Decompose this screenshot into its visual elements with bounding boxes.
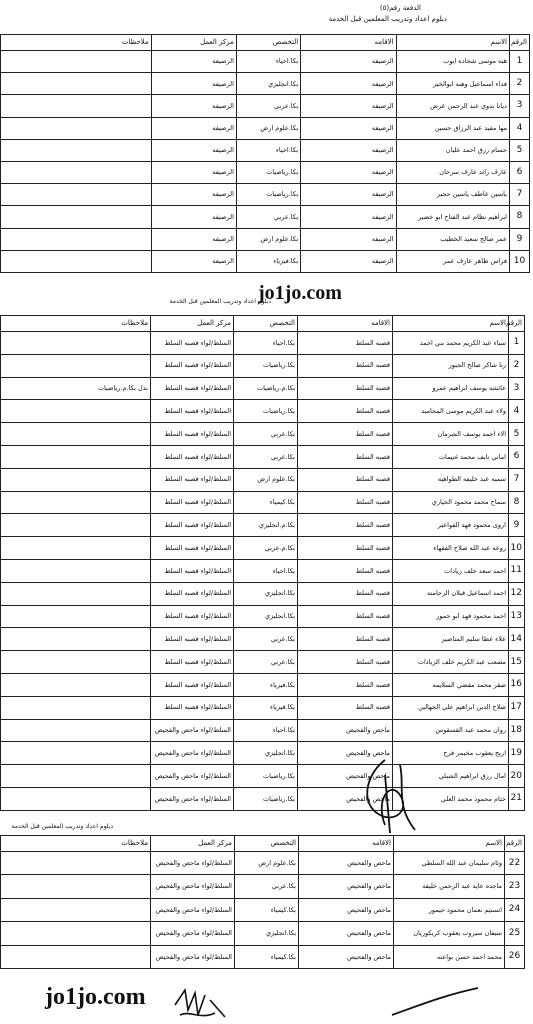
residence-cell: الرصيفه xyxy=(301,161,396,183)
row-number: 5 xyxy=(509,423,525,446)
trainee-name: رنا شاكر صالح الجبور xyxy=(393,354,509,377)
residence-cell: قصبه السلط xyxy=(298,514,393,537)
notes-cell xyxy=(1,491,151,514)
notes-cell xyxy=(1,787,151,810)
notes-cell xyxy=(1,206,152,228)
trainee-name: ديانا بدوي عبد الرحمن عرض xyxy=(396,95,509,117)
residence-cell: قصبه السلط xyxy=(298,651,393,674)
diploma-title-3: دبلوم اعداد وتدريب المعلمين قبل الخدمة xyxy=(11,823,113,830)
workplace-cell: السلط/لواء قصبه السلط xyxy=(151,605,234,628)
trainee-name: هبه موسى شحاده ايوب xyxy=(396,51,509,73)
specialty-cell: بكا.كيمياء xyxy=(235,945,299,968)
table-row xyxy=(1,445,525,468)
trainee-name: مصعب عبد الكريم خلف الزيادات xyxy=(393,651,509,674)
row-number: 14 xyxy=(509,628,525,651)
trainee-name: سيفان سيروب يعقوب كريكوريان xyxy=(394,922,505,945)
trainee-name: احمد محمود فهد ابو حمور xyxy=(393,605,509,628)
col-header-notes: ملاحظات xyxy=(1,316,151,332)
trainee-name: صقر محمد مفضي السلايمه xyxy=(393,673,509,696)
row-number: 6 xyxy=(509,161,529,183)
residence-cell: الرصيفه xyxy=(301,228,396,250)
workplace-cell: السلط/لواء قصبه السلط xyxy=(151,651,234,674)
workplace-cell: الرصيفه xyxy=(151,117,236,139)
residence-cell: قصبه السلط xyxy=(298,354,393,377)
table-row xyxy=(1,161,530,183)
table-row xyxy=(1,605,525,628)
row-number: 4 xyxy=(509,117,529,139)
notes-cell xyxy=(1,73,152,95)
col-header-num: الرقم xyxy=(505,836,525,852)
workplace-cell: السلط/لواء ماحص والفحيص xyxy=(151,945,235,968)
row-number: 8 xyxy=(509,491,525,514)
notes-cell xyxy=(1,559,151,582)
trainee-name: عائشه يوسف ابراهيم عمرو xyxy=(393,377,509,400)
table-section-2 xyxy=(0,315,525,811)
workplace-cell: السلط/لواء قصبه السلط xyxy=(151,696,234,719)
residence-cell: ماحص والفحيص xyxy=(299,945,394,968)
col-header-name: الاسم xyxy=(393,316,509,332)
residence-cell: الرصيفه xyxy=(301,117,396,139)
table-row xyxy=(1,945,525,968)
row-number: 8 xyxy=(509,206,529,228)
row-number: 21 xyxy=(509,787,525,810)
notes-cell xyxy=(1,605,151,628)
table-row xyxy=(1,139,530,161)
workplace-cell: الرصيفه xyxy=(151,161,236,183)
specialty-cell: بكا.فيزياء xyxy=(236,250,300,272)
trainee-name: ولاء عبد الكريم موسى المحاميد xyxy=(393,400,509,423)
table-row xyxy=(1,491,525,514)
table-row xyxy=(1,117,530,139)
trainee-name: وئام سليمان عبد الله السلطي xyxy=(394,852,505,875)
residence-cell: قصبه السلط xyxy=(298,696,393,719)
row-number: 3 xyxy=(509,377,525,400)
residence-cell: قصبه السلط xyxy=(298,628,393,651)
notes-cell xyxy=(1,628,151,651)
col-header-specialty: التخصص xyxy=(234,316,298,332)
workplace-cell: السلط/لواء قصبه السلط xyxy=(151,332,234,355)
table-row xyxy=(1,423,525,446)
specialty-cell: بكا.انجليزي xyxy=(235,922,299,945)
notes-cell xyxy=(1,332,151,355)
workplace-cell: الرصيفه xyxy=(151,51,236,73)
workplace-cell: السلط/لواء ماحص والفحيص xyxy=(151,898,235,921)
specialty-cell: بكا.احياء xyxy=(234,719,298,742)
row-number: 23 xyxy=(505,875,525,898)
residence-cell: قصبه السلط xyxy=(298,491,393,514)
workplace-cell: السلط/لواء ماحص والفحيص xyxy=(151,875,235,898)
table-row xyxy=(1,651,525,674)
row-number: 24 xyxy=(505,898,525,921)
trainee-name: سماح محمد محمود الحياري xyxy=(393,491,509,514)
trainee-name: سناء عبد الكريم محمد بني احمد xyxy=(393,332,509,355)
table-row xyxy=(1,228,530,250)
row-number: 18 xyxy=(509,719,525,742)
col-header-specialty: التخصص xyxy=(235,836,299,852)
residence-cell: الرصيفه xyxy=(301,95,396,117)
workplace-cell: السلط/لواء قصبه السلط xyxy=(151,673,234,696)
row-number: 9 xyxy=(509,514,525,537)
workplace-cell: السلط/لواء قصبه السلط xyxy=(151,559,234,582)
notes-cell xyxy=(1,898,151,921)
row-number: 5 xyxy=(509,139,529,161)
handwritten-initials-icon xyxy=(170,985,230,1023)
col-header-notes: ملاحظات xyxy=(1,35,152,51)
table-section-1 xyxy=(0,34,530,273)
row-number: 4 xyxy=(509,400,525,423)
notes-cell xyxy=(1,922,151,945)
specialty-cell: بكا.رياضيات xyxy=(234,354,298,377)
row-number: 1 xyxy=(509,332,525,355)
table-row xyxy=(1,400,525,423)
residence-cell: قصبه السلط xyxy=(298,332,393,355)
workplace-cell: السلط/لواء ماحص والفحيص xyxy=(151,852,235,875)
workplace-cell: السلط/لواء قصبه السلط xyxy=(151,445,234,468)
row-number: 19 xyxy=(509,742,525,765)
handwritten-signature-icon xyxy=(355,755,425,835)
table-row xyxy=(1,922,525,945)
notes-cell xyxy=(1,445,151,468)
residence-cell: ماحص والفحيص xyxy=(299,852,394,875)
workplace-cell: الرصيفه xyxy=(151,73,236,95)
row-number: 26 xyxy=(505,945,525,968)
trainee-name: محمد احمد حسن بواعنه xyxy=(394,945,505,968)
table-row xyxy=(1,73,530,95)
table-row xyxy=(1,673,525,696)
workplace-cell: السلط/لواء قصبه السلط xyxy=(151,491,234,514)
specialty-cell: بكا.احياء xyxy=(236,51,300,73)
notes-cell: بدل بكا.م.رياضيات xyxy=(1,377,151,400)
table-row xyxy=(1,852,525,875)
specialty-cell: بكا.عربي xyxy=(235,875,299,898)
notes-cell xyxy=(1,875,151,898)
specialty-cell: بكا.م.رياضيات xyxy=(234,377,298,400)
specialty-cell: بكا.انجليزي xyxy=(234,605,298,628)
workplace-cell: الرصيفه xyxy=(151,184,236,206)
specialty-cell: بكا.فيزياء xyxy=(234,696,298,719)
trainee-name: ياسين عاطف ياسين حجير xyxy=(396,184,509,206)
residence-cell: ماحص والفحيص xyxy=(299,875,394,898)
trainee-name: عارف رائد عارف سرحان xyxy=(396,161,509,183)
residence-cell: الرصيفه xyxy=(301,51,396,73)
trainee-name: ختام محمود محمد العلي xyxy=(393,787,509,810)
col-header-residence: الاقامه xyxy=(299,836,394,852)
row-number: 13 xyxy=(509,605,525,628)
workplace-cell: الرصيفه xyxy=(151,139,236,161)
trainee-name: روان محمد عبد القسقوس xyxy=(393,719,509,742)
trainee-name: عمر صالح سعيد الخطيب xyxy=(396,228,509,250)
notes-cell xyxy=(1,582,151,605)
specialty-cell: بكا.احياء xyxy=(234,332,298,355)
trainee-name: اريج يعقوب مخيمر فرح xyxy=(393,742,509,765)
residence-cell: قصبه السلط xyxy=(298,445,393,468)
residence-cell: الرصيفه xyxy=(301,184,396,206)
notes-cell xyxy=(1,423,151,446)
residence-cell: الرصيفه xyxy=(301,73,396,95)
col-header-residence: الاقامه xyxy=(301,35,396,51)
specialty-cell: بكا.رياضيات xyxy=(234,765,298,788)
trainee-name: علاء عطا سليم المناصير xyxy=(393,628,509,651)
trainee-name: ماجده عايد عبد الرحمن خليفه xyxy=(394,875,505,898)
trainee-name: اروى محمود فهد الفواعير xyxy=(393,514,509,537)
notes-cell xyxy=(1,651,151,674)
workplace-cell: السلط/لواء قصبه السلط xyxy=(151,423,234,446)
residence-cell: الرصيفه xyxy=(301,206,396,228)
specialty-cell: بكا.انجليزي xyxy=(236,73,300,95)
notes-cell xyxy=(1,696,151,719)
trainee-name: فراس طاهر عارف عمر xyxy=(396,250,509,272)
residence-cell: ماحص والفحيص xyxy=(298,719,393,742)
notes-cell xyxy=(1,468,151,491)
row-number: 17 xyxy=(509,696,525,719)
row-number: 2 xyxy=(509,354,525,377)
row-number: 11 xyxy=(509,559,525,582)
specialty-cell: بكا.عربي xyxy=(236,95,300,117)
table-row xyxy=(1,765,525,788)
trainee-name: انستيم نعمان محمود حيمور xyxy=(394,898,505,921)
specialty-cell: بكا.علوم ارض xyxy=(236,117,300,139)
trainee-name: امال رزق ابراهيم الشبلي xyxy=(393,765,509,788)
workplace-cell: السلط/لواء قصبه السلط xyxy=(151,537,234,560)
trainee-name: احمد اسماعيل قبلان الرحامنه xyxy=(393,582,509,605)
notes-cell xyxy=(1,742,151,765)
residence-cell: قصبه السلط xyxy=(298,537,393,560)
watermark-bottom: jo1jo.com xyxy=(45,984,146,1010)
table-row xyxy=(1,875,525,898)
table-row xyxy=(1,514,525,537)
batch-number: الدفعة رقم(٥) xyxy=(379,4,421,12)
row-number: 16 xyxy=(509,673,525,696)
specialty-cell: بكا.م.انجليزي xyxy=(234,514,298,537)
row-number: 10 xyxy=(509,250,529,272)
notes-cell xyxy=(1,945,151,968)
residence-cell: قصبه السلط xyxy=(298,423,393,446)
table-row xyxy=(1,898,525,921)
col-header-residence: الاقامه xyxy=(298,316,393,332)
row-number: 2 xyxy=(509,73,529,95)
table-row xyxy=(1,719,525,742)
table-row xyxy=(1,184,530,206)
residence-cell: ماحص والفحيص xyxy=(299,922,394,945)
row-number: 15 xyxy=(509,651,525,674)
notes-cell xyxy=(1,51,152,73)
residence-cell: قصبه السلط xyxy=(298,559,393,582)
workplace-cell: الرصيفه xyxy=(151,206,236,228)
notes-cell xyxy=(1,184,152,206)
workplace-cell: السلط/لواء قصبه السلط xyxy=(151,468,234,491)
notes-cell xyxy=(1,514,151,537)
row-number: 7 xyxy=(509,468,525,491)
row-number: 10 xyxy=(509,537,525,560)
col-header-notes: ملاحظات xyxy=(1,836,151,852)
row-number: 1 xyxy=(509,51,529,73)
col-header-num: الرقم xyxy=(509,316,525,332)
residence-cell: الرصيفه xyxy=(301,139,396,161)
specialty-cell: بكا.كيمياء xyxy=(234,491,298,514)
trainee-name: فداء اسماعيل وهبه ابوالخير xyxy=(396,73,509,95)
row-number: 12 xyxy=(509,582,525,605)
residence-cell: ماحص والفحيص xyxy=(298,742,393,765)
residence-cell: ماحص والفحيص xyxy=(298,765,393,788)
residence-cell: قصبه السلط xyxy=(298,400,393,423)
trainee-name: الاء احمد يوسف الشرمان xyxy=(393,423,509,446)
notes-cell xyxy=(1,354,151,377)
trainee-name: صلاح الدين ابراهيم علي الجهالين xyxy=(393,696,509,719)
specialty-cell: بكا.م.عربي xyxy=(234,537,298,560)
specialty-cell: بكا.كيمياء xyxy=(235,898,299,921)
table-row xyxy=(1,377,525,400)
notes-cell xyxy=(1,673,151,696)
trainee-name: روعه عبد الله صلاح الفقهاء xyxy=(393,537,509,560)
table-row xyxy=(1,582,525,605)
residence-cell: ماحص والفحيص xyxy=(298,787,393,810)
workplace-cell: السلط/لواء ماحص والفحيص xyxy=(151,922,235,945)
notes-cell xyxy=(1,95,152,117)
workplace-cell: الرصيفه xyxy=(151,228,236,250)
col-header-num: الرقم xyxy=(509,35,529,51)
specialty-cell: بكا.فيزياء xyxy=(234,673,298,696)
table-row xyxy=(1,51,530,73)
trainee-name: احمد سعد خلف زيادات xyxy=(393,559,509,582)
specialty-cell: بكا.علوم ارض xyxy=(235,852,299,875)
trainee-name: سميه عبد خليفه الطواهيه xyxy=(393,468,509,491)
diploma-title: دبلوم اعداد وتدريب المعلمين قبل الخدمة xyxy=(328,15,447,23)
workplace-cell: السلط/لواء قصبه السلط xyxy=(151,400,234,423)
row-number: 22 xyxy=(505,852,525,875)
specialty-cell: بكا.عربي xyxy=(234,423,298,446)
residence-cell: الرصيفه xyxy=(301,250,396,272)
specialty-cell: بكا.احياء xyxy=(234,559,298,582)
notes-cell xyxy=(1,139,152,161)
col-header-name: الاسم xyxy=(396,35,509,51)
specialty-cell: بكا.انجليزي xyxy=(234,582,298,605)
specialty-cell: بكا.علوم ارض xyxy=(236,228,300,250)
row-number: 9 xyxy=(509,228,529,250)
specialty-cell: بكا.عربي xyxy=(236,206,300,228)
table-row xyxy=(1,628,525,651)
notes-cell xyxy=(1,852,151,875)
workplace-cell: الرصيفه xyxy=(151,95,236,117)
table-row xyxy=(1,250,530,272)
notes-cell xyxy=(1,400,151,423)
col-header-name: الاسم xyxy=(394,836,505,852)
table-row xyxy=(1,559,525,582)
workplace-cell: السلط/لواء ماحص والفحيص xyxy=(151,787,234,810)
row-number: 6 xyxy=(509,445,525,468)
row-number: 3 xyxy=(509,95,529,117)
residence-cell: قصبه السلط xyxy=(298,468,393,491)
workplace-cell: الرصيفه xyxy=(151,250,236,272)
specialty-cell: بكا.رياضيات xyxy=(236,184,300,206)
workplace-cell: السلط/لواء ماحص والفحيص xyxy=(151,765,234,788)
residence-cell: ماحص والفحيص xyxy=(299,898,394,921)
workplace-cell: السلط/لواء قصبه السلط xyxy=(151,377,234,400)
workplace-cell: السلط/لواء قصبه السلط xyxy=(151,582,234,605)
specialty-cell: بكا.انجليزي xyxy=(234,742,298,765)
trainee-name: حسام رزق احمد عليان xyxy=(396,139,509,161)
col-header-workplace: مركز العمل xyxy=(151,35,236,51)
notes-cell xyxy=(1,250,152,272)
specialty-cell: بكا.علوم ارض xyxy=(234,468,298,491)
residence-cell: قصبه السلط xyxy=(298,582,393,605)
notes-cell xyxy=(1,228,152,250)
specialty-cell: بكا.رياضيات xyxy=(236,161,300,183)
specialty-cell: بكا.رياضيات xyxy=(234,787,298,810)
watermark-top: jo1jo.com xyxy=(258,282,342,304)
specialty-cell: بكا.رياضيات xyxy=(234,400,298,423)
col-header-specialty: التخصص xyxy=(236,35,300,51)
notes-cell xyxy=(1,719,151,742)
table-row xyxy=(1,468,525,491)
row-number: 20 xyxy=(509,765,525,788)
notes-cell xyxy=(1,765,151,788)
handwritten-stroke-icon xyxy=(390,985,480,1020)
specialty-cell: بكا.احياء xyxy=(236,139,300,161)
workplace-cell: السلط/لواء ماحص والفحيص xyxy=(151,719,234,742)
diploma-title-2: دبلوم اعداد وتدريب المعلمين قبل الخدمة xyxy=(169,298,271,305)
residence-cell: قصبه السلط xyxy=(298,605,393,628)
specialty-cell: بكا.عربي xyxy=(234,445,298,468)
row-number: 7 xyxy=(509,184,529,206)
workplace-cell: السلط/لواء قصبه السلط xyxy=(151,354,234,377)
col-header-workplace: مركز العمل xyxy=(151,316,234,332)
col-header-workplace: مركز العمل xyxy=(151,836,235,852)
trainee-name: اماني نايف محمد غنيمات xyxy=(393,445,509,468)
table-section-3 xyxy=(0,835,525,969)
specialty-cell: بكا.عربي xyxy=(234,651,298,674)
notes-cell xyxy=(1,161,152,183)
notes-cell xyxy=(1,537,151,560)
workplace-cell: السلط/لواء قصبه السلط xyxy=(151,628,234,651)
table-row xyxy=(1,354,525,377)
table-row xyxy=(1,332,525,355)
table-row xyxy=(1,696,525,719)
residence-cell: قصبه السلط xyxy=(298,377,393,400)
workplace-cell: السلط/لواء ماحص والفحيص xyxy=(151,742,234,765)
residence-cell: قصبه السلط xyxy=(298,673,393,696)
table-row xyxy=(1,742,525,765)
table-row xyxy=(1,537,525,560)
notes-cell xyxy=(1,117,152,139)
table-row xyxy=(1,787,525,810)
specialty-cell: بكا.عربي xyxy=(234,628,298,651)
row-number: 25 xyxy=(505,922,525,945)
trainee-name: ابراهيم نظام عبد الفتاح ابو خضير xyxy=(396,206,509,228)
table-row xyxy=(1,206,530,228)
table-row xyxy=(1,95,530,117)
trainee-name: مها مفيد عبد الرزاق حسين xyxy=(396,117,509,139)
workplace-cell: السلط/لواء قصبه السلط xyxy=(151,514,234,537)
